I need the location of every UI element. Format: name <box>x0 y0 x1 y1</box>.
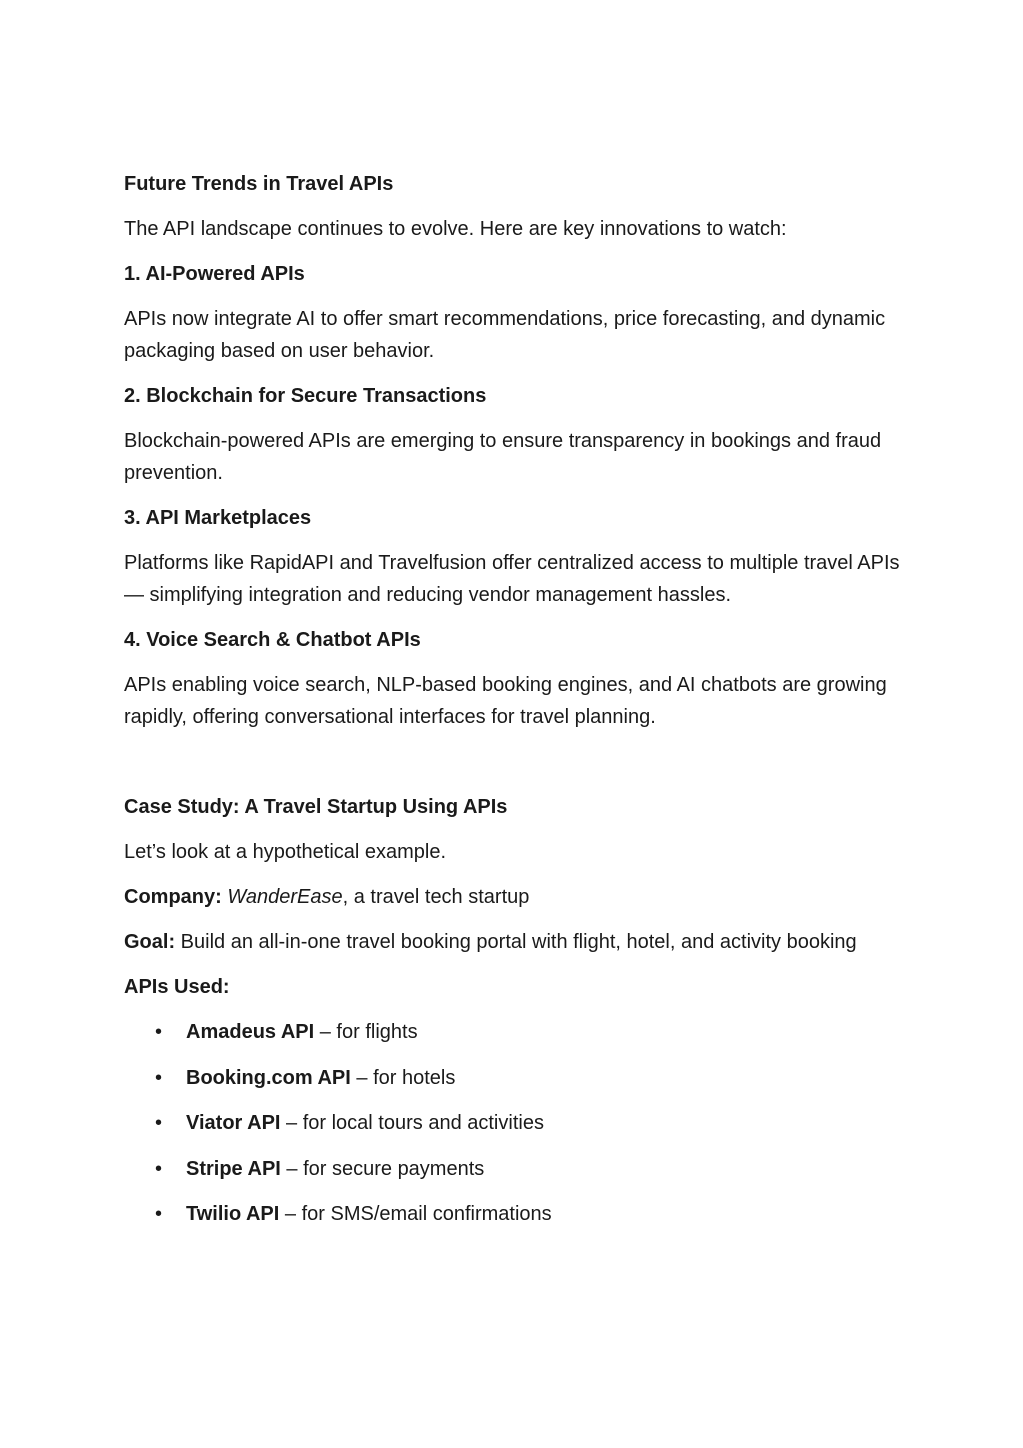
list-item <box>124 1016 914 1048</box>
list-item <box>124 1062 914 1094</box>
trend-text-voice: APIs enabling voice search, NLP-based booking engines, and AI chatbots are growing rapidly, offering conversational interfaces for travel planning. <box>124 674 887 728</box>
section-spacer <box>124 746 914 791</box>
trend-heading-marketplaces: 3. API Marketplaces <box>124 507 312 529</box>
list-item <box>124 1153 914 1185</box>
bullet-icon: • <box>155 1066 163 1089</box>
trend-heading-blockchain: 2. Blockchain for Secure Transactions <box>124 385 487 407</box>
trend-heading-ai: 1. AI-Powered APIs <box>124 263 305 285</box>
section-title-case-study: Case Study: A Travel Startup Using APIs <box>124 796 508 818</box>
bullet-icon: • <box>155 1157 163 1180</box>
apis-used-label: APIs Used: <box>124 976 230 998</box>
api-desc: – for flights <box>314 1021 418 1043</box>
api-name: Viator API <box>186 1112 281 1134</box>
api-desc: – for SMS/email confirmations <box>279 1203 552 1225</box>
list-item <box>124 1198 914 1230</box>
apis-list <box>124 1016 914 1230</box>
goal-label: Goal: <box>124 931 176 953</box>
trend-text-marketplaces: Platforms like RapidAPI and Travelfusion offer centralized access to multiple travel APIs — simplifying integration and reducing vendor management hassles. <box>124 552 900 606</box>
goal-text: Build an all-in-one travel booking portal with flight, hotel, and activity booking <box>175 931 857 953</box>
api-desc: – for local tours and activities <box>280 1112 544 1134</box>
section-title-future-trends: Future Trends in Travel APIs <box>124 173 394 195</box>
api-name: Amadeus API <box>186 1021 315 1043</box>
bullet-icon: • <box>155 1203 163 1225</box>
bullet-icon: • <box>155 1112 163 1134</box>
api-desc: – for secure payments <box>280 1157 485 1180</box>
trend-heading-voice: 4. Voice Search & Chatbot APIs <box>124 629 421 651</box>
trends-intro: The API landscape continues to evolve. Here are key innovations to watch: <box>124 218 787 240</box>
company-description: , a travel tech startup <box>342 886 530 908</box>
document-page <box>124 168 914 1244</box>
company-line <box>124 881 914 913</box>
api-name: Stripe API <box>186 1157 281 1180</box>
bullet-icon: • <box>155 1021 163 1043</box>
trend-text-blockchain: Blockchain-powered APIs are emerging to ensure transparency in bookings and fraud prevention. <box>124 430 882 484</box>
case-study-intro: Let’s look at a hypothetical example. <box>124 841 447 863</box>
list-item <box>124 1107 914 1139</box>
api-name: Twilio API <box>186 1203 280 1225</box>
company-name: WanderEase <box>227 886 343 908</box>
trend-text-ai: APIs now integrate AI to offer smart recommendations, price forecasting, and dynamic packaging based on user behavior. <box>124 308 886 362</box>
api-name: Booking.com API <box>186 1066 351 1089</box>
company-label: Company: <box>124 886 222 908</box>
goal-line <box>124 926 914 958</box>
api-desc: – for hotels <box>350 1066 456 1089</box>
